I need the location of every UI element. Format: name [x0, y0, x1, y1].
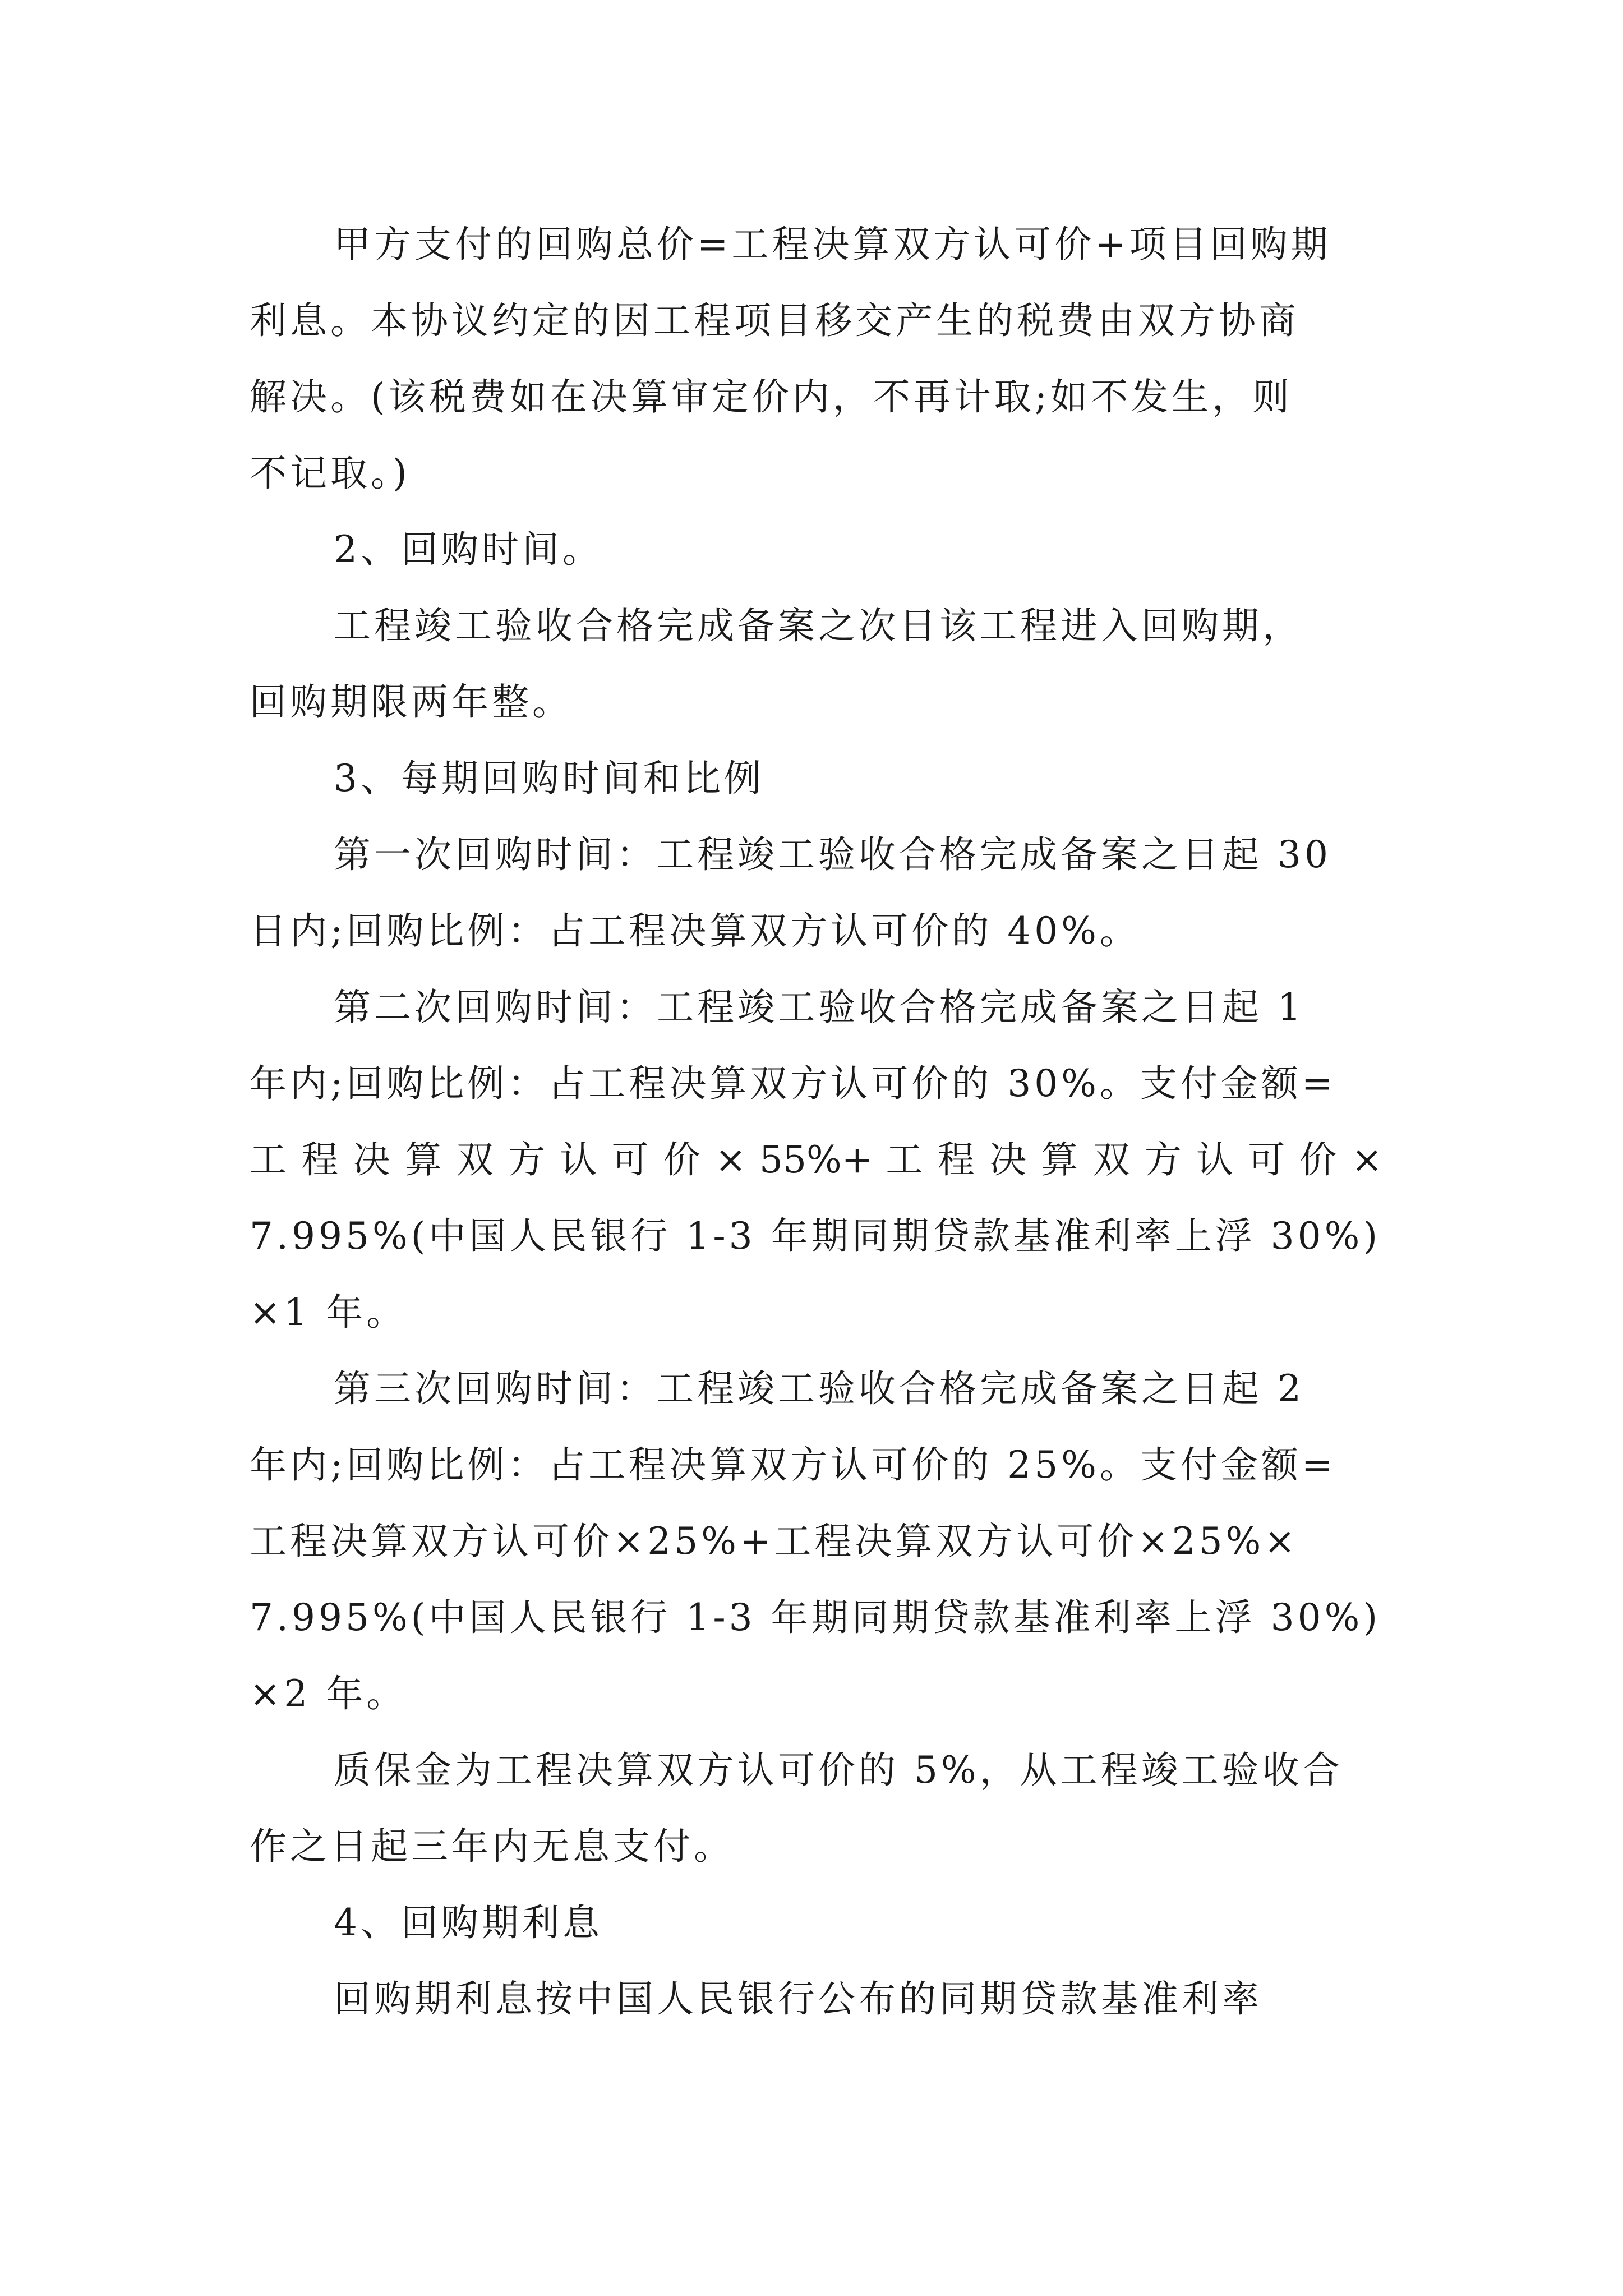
paragraph-line: ×1 年。 [250, 1291, 407, 1334]
paragraph-line: 质保金为工程决算双方认可价的 5%，从工程竣工验收合 [334, 1749, 1343, 1792]
paragraph-line: 作之日起三年内无息支付。 [250, 1825, 734, 1868]
section-heading: 2、回购时间。 [334, 528, 603, 571]
paragraph-line: 工 程 决 算 双 方 认 可 价 × 55%+ 工 程 决 算 双 方 认 可 价 × [250, 1138, 1382, 1181]
paragraph-line: 第三次回购时间：工程竣工验收合格完成备案之日起 2 [334, 1367, 1304, 1410]
paragraph-line: 回购期限两年整。 [250, 680, 573, 724]
section-heading: 3、每期回购时间和比例 [334, 757, 764, 800]
paragraph-line: 年内;回购比例：占工程决算双方认可价的 30%。支付金额= [250, 1062, 1336, 1105]
paragraph-line: 7.995%(中国人民银行 1-3 年期同期贷款基准利率上浮 30%) [250, 1214, 1381, 1258]
paragraph-line: 日内;回购比例：占工程决算双方认可价的 40%。 [250, 909, 1140, 953]
section-heading: 4、回购期利息 [334, 1901, 603, 1944]
paragraph-line: 7.995%(中国人民银行 1-3 年期同期贷款基准利率上浮 30%) [250, 1596, 1381, 1639]
paragraph-line: 第一次回购时间：工程竣工验收合格完成备案之日起 30 [334, 833, 1331, 876]
paragraph-line: 第二次回购时间：工程竣工验收合格完成备案之日起 1 [334, 986, 1304, 1029]
paragraph-line: 解决。(该税费如在决算审定价内，不再计取;如不发生，则 [250, 375, 1293, 418]
paragraph-line: 回购期利息按中国人民银行公布的同期贷款基准利率 [334, 1977, 1262, 2021]
paragraph-line: 甲方支付的回购总价=工程决算双方认可价+项目回购期 [334, 223, 1331, 266]
paragraph-line: 年内;回购比例：占工程决算双方认可价的 25%。支付金额= [250, 1443, 1336, 1487]
paragraph-line: 工程决算双方认可价×25%+工程决算双方认可价×25%× [250, 1520, 1299, 1563]
paragraph-line: 工程竣工验收合格完成备案之次日该工程进入回购期， [334, 604, 1303, 647]
paragraph-line: ×2 年。 [250, 1672, 407, 1715]
paragraph-line: 不记取。) [250, 452, 411, 495]
document-body [250, 206, 1382, 2037]
paragraph-line: 利息。本协议约定的因工程项目移交产生的税费由双方协商 [250, 299, 1299, 342]
